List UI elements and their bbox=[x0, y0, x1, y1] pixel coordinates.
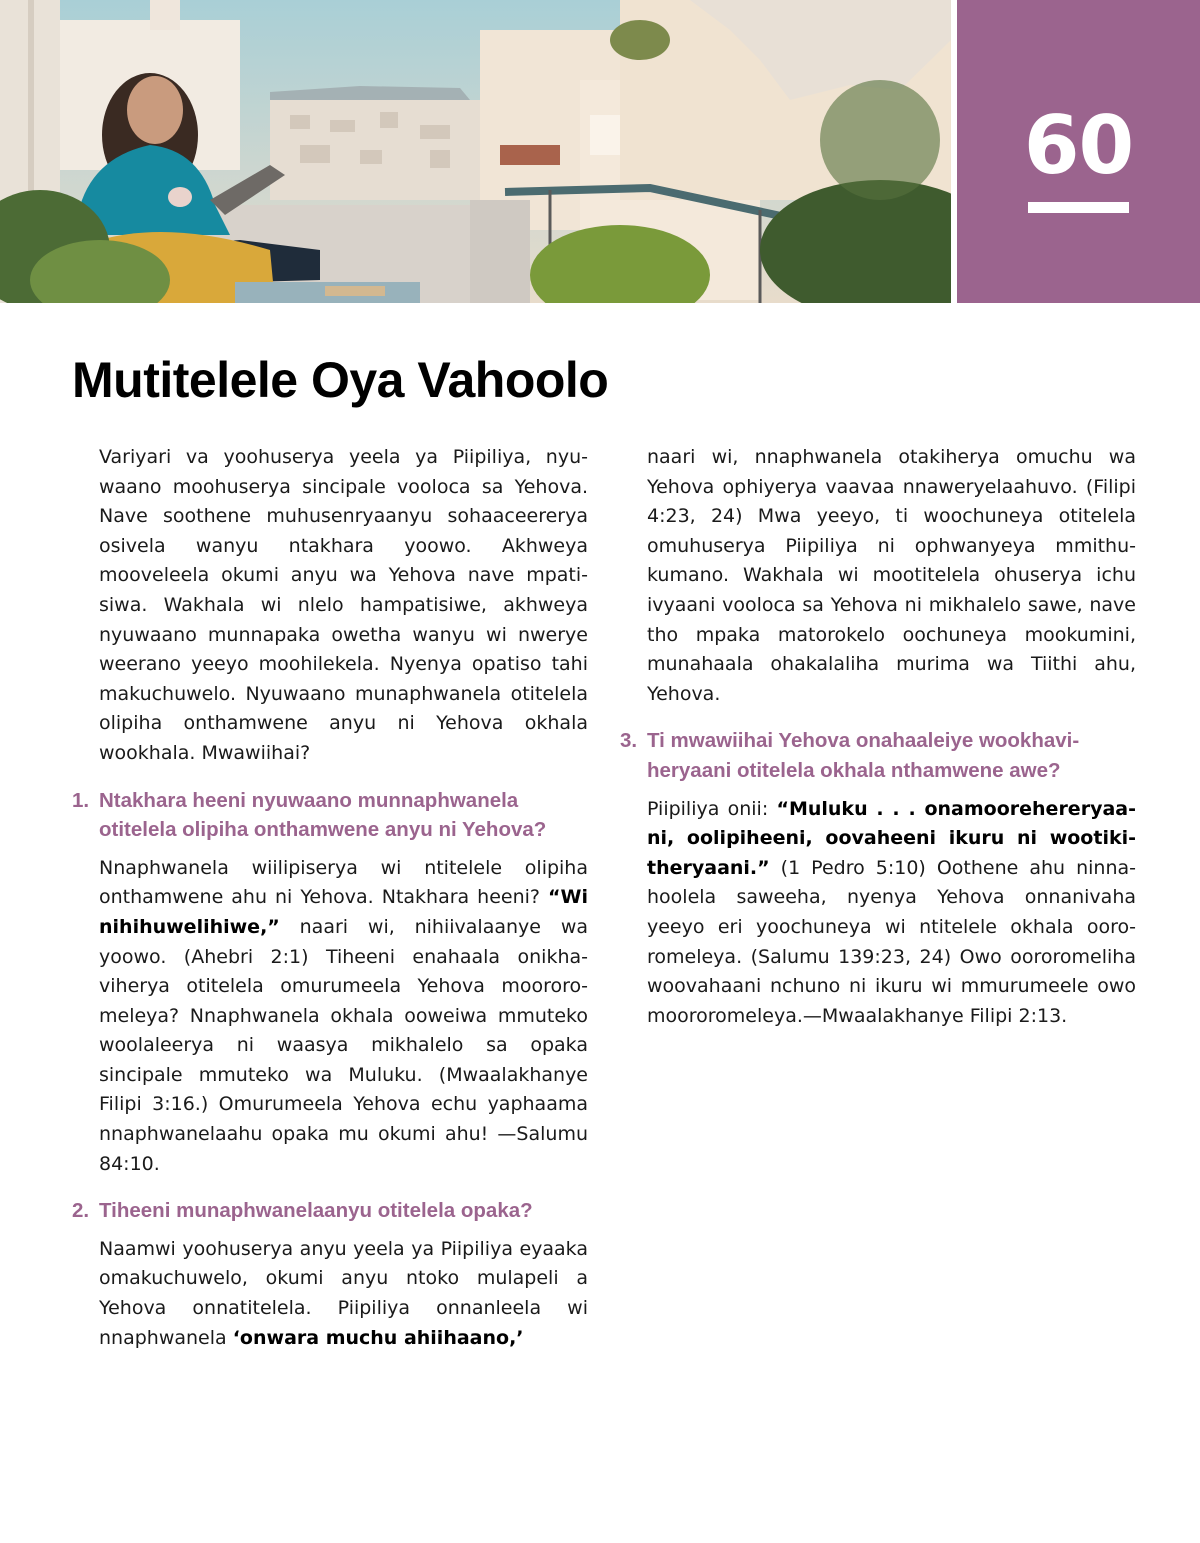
right-column bbox=[620, 443, 1136, 1031]
lesson-number: 60 bbox=[1023, 99, 1134, 192]
paragraph-2-text-a: Naamwi yoohuserya anyu yeela ya Piipiliya eyaaka omakuchuwelo, okumi anyu ntoko mulapeli a Yehova onnatitelela. Piipiliya onnanleela wi nnaphwanela bbox=[99, 1237, 588, 1349]
question-2-text: Tiheeni munaphwanelaanyu otitelela opaka? bbox=[99, 1199, 533, 1223]
paragraph-1-bold-quote: “Wi nihihuwelihiwe,” bbox=[99, 886, 588, 938]
question-3-text: Ti mwawiihai Yehova onahaaleiye wookhaviheryaani otitelela okhala nthamwene awe? bbox=[647, 729, 1080, 782]
lesson-number-box bbox=[957, 0, 1200, 303]
question-3-number: 3. bbox=[620, 729, 638, 753]
paragraph-3 bbox=[620, 795, 1136, 1032]
paragraph-2-continued: naari wi, nnaphwanela otakiherya omuchu wa Yehova ophiyerya vaavaa nnaweryelaahuvo. (Filipi 4:23, 24) Mwa yeeyo, ti woochuneya otitelela omuhuserya Piipiliya ni ophwanyeya mmithukumano. Wakhala wi mootitelela ohuserya ichu ivyaani vooloca sa Yehova ni mikhalelo sawe, nave tho mpaka matorokelo oochuneya mookumini, munahaala ohakalaliha murima wa Tiithi ahu, Yehova. bbox=[647, 446, 1136, 705]
paragraph-3-text-b: (1 Pedro 5:10) Oothene ahu ninnahoolela saweeha, nyenya Yehova onnanivaha yeeyo eri yoochuneya wi ntitelele okhala oororomeleya. (Salumu 139:23, 24) Owo oororomeliha woovahaani nchuno ni ikuru wi mmurumeele owo moororomeleya.—Mwaalakhanye Filipi 2:13. bbox=[647, 856, 1136, 1027]
question-1 bbox=[72, 786, 588, 845]
photo-illustration-icon bbox=[0, 0, 951, 303]
intro-paragraph: Variyari va yoohuserya yeela ya Piipiliya, nyuwaano moohuserya sincipale vooloca sa Yehova. Nave soothene muhusenryaanyu sohaaceererya osivela wanyu ntakhara yoowo. Akhweya mooveleela okumi anyu wa Yehova nave mpatisiwa. Wakhala wi nlelo hampatisiwe, akhweya nyuwaano munnapaka owetha wanyu wi nwerye weerano yeeyo moohilekela. Nyenya opatiso tahi makuchuwelo. Nyuwaano munaphwanela otitelela olipiha onthamwene anyu ni Yehova okhala wookhala. Mwawiihai? bbox=[99, 446, 588, 764]
lesson-number-underline bbox=[1028, 202, 1129, 213]
paragraph-2-bold-quote: ‘onwara muchu ahiihaano,’ bbox=[232, 1326, 524, 1349]
paragraph-2 bbox=[72, 1235, 588, 1353]
hero-photo bbox=[0, 0, 951, 303]
question-2-number: 2. bbox=[72, 1199, 90, 1223]
paragraph-1 bbox=[72, 854, 588, 1180]
question-1-number: 1. bbox=[72, 788, 90, 812]
question-2 bbox=[72, 1196, 588, 1226]
paragraph-3-text-a: Piipiliya onii: bbox=[647, 797, 777, 820]
question-3 bbox=[620, 726, 1136, 785]
question-1-text: Ntakhara heeni nyuwaano munnaphwanela otitelela olipiha onthamwene anyu ni Yehova? bbox=[99, 788, 547, 842]
paragraph-3-bold-quote: “Muluku . . . onamoorehereryaani, oolipiheeni, oovaheeni ikuru ni wootikitheryaani.” bbox=[647, 797, 1136, 879]
page-title: Mutitelele Oya Vahoolo bbox=[72, 352, 609, 408]
paragraph-1-text-b: naari wi, nihiivalaanye wa yoowo. (Ahebri 2:1) Tiheeni enahaala onikhaviherya otitelela omurumeela Yehova moororomeleya? Nnaphwanela okhala ooweiwa mmuteko woolaleerya ni waasya mikhalelo sa opaka sincipale mmuteko wa Muluku. (Mwaalakhanye Filipi 3:16.) Omurumeela Yehova echu yaphaama nnaphwanelaahu opaka mu okumi ahu! —Salumu 84:10. bbox=[99, 915, 588, 1175]
left-column bbox=[72, 443, 588, 1353]
paragraph-1-text-a: Nnaphwanela wiilipiserya wi ntitelele olipiha onthamwene ahu ni Yehova. Ntakhara heeni? bbox=[99, 856, 588, 909]
